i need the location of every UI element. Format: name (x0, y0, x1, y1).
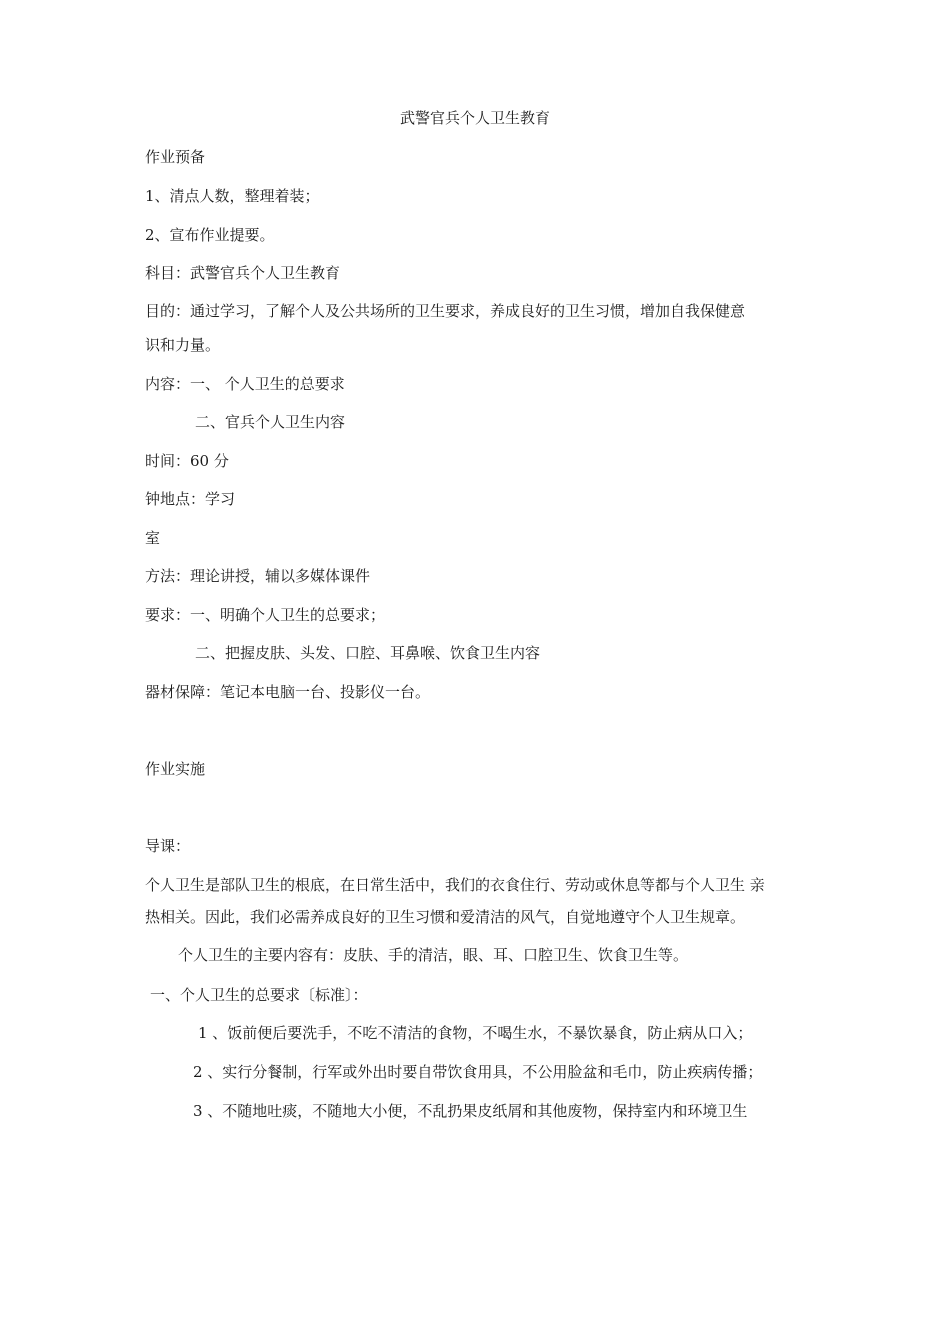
equipment-line: 器材保障：笔记本电脑一台、投影仪一台。 (145, 683, 431, 701)
section-heading-impl: 作业实施 (145, 760, 206, 778)
prep-item-2: 2、宣布作业提要。 (145, 226, 275, 244)
requirement-item-3: 3 、不随地吐痰，不随地大小便，不乱扔果皮纸屑和其他废物，保持室内和环境卫生 (193, 1102, 748, 1120)
purpose-line-2: 识和力量。 (145, 336, 221, 354)
method-line: 方法：理论讲授，辅以多媒体课件 (145, 567, 371, 585)
content-line-2: 二、官兵个人卫生内容 (195, 413, 346, 431)
purpose-line-1: 目的：通过学习，了解个人及公共场所的卫生要求，养成良好的卫生习惯，增加自我保健意 (145, 302, 746, 320)
subject-line: 科目：武警官兵个人卫生教育 (145, 264, 341, 282)
intro-paragraph-1-line-2: 热相关。因此，我们必需养成良好的卫生习惯和爱清洁的风气，自觉地遵守个人卫生规章。 (145, 908, 746, 926)
place-line-1: 钟地点：学习 (145, 490, 236, 508)
requirement-line-2: 二、把握皮肤、头发、口腔、耳鼻喉、饮食卫生内容 (195, 644, 541, 662)
section-heading-prep: 作业预备 (145, 148, 206, 166)
place-line-2: 室 (145, 529, 161, 547)
requirement-item-1: 1 、饭前便后要洗手，不吃不清洁的食物，不喝生水，不暴饮暴食，防止病从口入； (198, 1024, 753, 1042)
document-title: 武警官兵个人卫生教育 (399, 109, 550, 127)
time-line: 时间：60 分 (145, 452, 229, 470)
content-line-1: 内容：一、 个人卫生的总要求 (145, 375, 345, 393)
heading-general-requirements: 一、个人卫生的总要求〔标准〕： (150, 986, 368, 1004)
intro-paragraph-1-line-1: 个人卫生是部队卫生的根底，在日常生活中，我们的衣食住行、劳动或休息等都与个人卫生 亲 (145, 876, 765, 894)
intro-paragraph-2: 个人卫生的主要内容有：皮肤、手的清洁，眼、耳、口腔卫生、饮食卫生等。 (178, 946, 689, 964)
requirement-line-1: 要求：一、明确个人卫生的总要求； (145, 606, 386, 624)
requirement-item-2: 2 、实行分餐制，行军或外出时要自带饮食用具，不公用脸盆和毛巾，防止疾病传播； (193, 1063, 763, 1081)
prep-item-1: 1、清点人数，整理着装； (145, 187, 320, 205)
intro-label: 导课： (145, 837, 191, 855)
